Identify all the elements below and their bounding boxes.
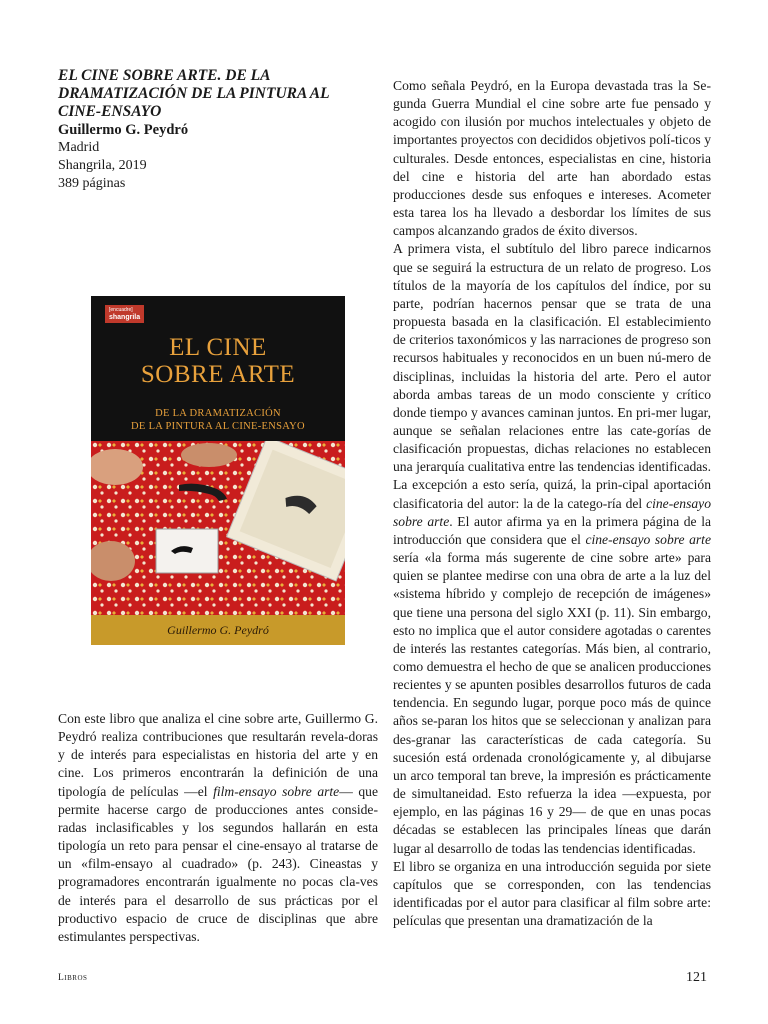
- book-publisher-year: Shangrila, 2019: [58, 158, 147, 173]
- text-run: Con este libro que analiza el cine sobre arte, Guillermo G. Peydró realiza contribuciones que resultarán revela-doras y de interés para especialistas en historia del arte y en cine. Los primeros encontrarán la definición de una tipología de películas —el: [58, 711, 378, 799]
- review-header: [58, 67, 358, 193]
- cover-photo: [91, 441, 345, 617]
- cover-subtitle: [91, 407, 345, 433]
- cover-imprint-series: [encuadre]: [109, 307, 133, 313]
- cover-imprint-name: shangrila: [109, 314, 141, 321]
- book-pages: 389 páginas: [58, 176, 126, 191]
- emphasis-text: cine-ensayo sobre arte: [585, 531, 711, 547]
- cover-imprint-logo: [105, 305, 144, 323]
- cover-author: Guillermo G. Peydró: [91, 615, 345, 645]
- book-city: Madrid: [58, 140, 100, 155]
- text-run: — que permite hacerse cargo de producciones antes conside-radas inclasificables y los segundos hallarán en esta tipología un reto para pensar el cine-ensayo al tratarse de un «film-ensayo al cuadrado» (p. 243). Cineastas y programadores encontrarán igualmente no pocas cla-ves de interés para el desarrollo de sus prácticas por el productivo espacio de cruce de disciplinas que abre estimulantes perspectivas.: [58, 783, 378, 944]
- paragraph-2: [393, 240, 711, 857]
- intro-paragraph: [58, 710, 378, 946]
- cover-title: [91, 334, 345, 388]
- text-run: A primera vista, el subtítulo del libro parece indicarnos que se seguirá la estructura de un relato de progreso. Los títulos de la mayoría de los capítulos del índice, por su parte, podrían hacernos pensar que se trata de una propuesta basada en la clasificación. El establecimiento de criterios taxonómicos y las narraciones de progreso son recursos habituales y reconocidos en un buen nú-mero de disciplinas, incluidas la historia del arte. Pero el autor aborda ambas tareas de un modo consciente y crítico donde tiempo y avances caminan juntos. En pri-mer lugar, aunque se señalan relaciones entre las cate-gorías de clasificación propuestas, dichas relaciones no establecen una jerarquía cualitativa entre las tendencias identificadas. La excepción a esto sería, quizá, la prin-cipal aportación clasificatoria del autor: la de la catego-ría del: [393, 241, 711, 511]
- right-column-text: [393, 77, 711, 930]
- book-cover: [91, 296, 345, 645]
- left-column-text: [58, 710, 378, 946]
- book-title: EL CINE SOBRE ARTE. DE LA DRAMATIZACIÓN DE LA PINTURA AL CINE-ENSAYO: [58, 67, 330, 120]
- cover-subtitle-line1: DE LA DRAMATIZACIÓN: [155, 408, 281, 419]
- cover-subtitle-line2: DE LA PINTURA AL CINE-ENSAYO: [131, 421, 305, 432]
- text-run: . El autor afirma ya en la primera página de la introducción que considera que el: [393, 513, 712, 547]
- section-label: Libros: [58, 973, 88, 983]
- paragraph-3: El libro se organiza en una introducción seguida por siete capítulos que se corresponden, con las tendencias identificadas por el autor para clasificar al film sobre arte: películas que presentan una dramatización de la: [393, 858, 711, 929]
- paragraph-1: Como señala Peydró, en la Europa devastada tras la Se-gunda Guerra Mundial el cine sobre arte fue pensado y acogido con ilusión por muchos intelectuales y objeto de importantes proyectos con decididos objetivos polí-ticos y culturales. Desde entonces, especialistas en cine, historia del cine e historia del arte han abordado estas producciones desde sus enfoques e intereses. Acometer esta tarea los ha llevado a desbordar los límites de sus campos alcanzando grados de éxito diversos.: [393, 78, 711, 239]
- cover-title-line2: SOBRE ARTE: [140, 361, 296, 388]
- text-run: sería «la forma más sugerente de cine sobre arte» para quien se plantee medirse con una obra de arte a la luz del «sistema híbrido y complejo de recepción de imágenes» que tiene una persona del siglo XXI (p. 11). Sin embargo, esto no implica que el autor considere agotadas o carentes de interés las restantes categorías. Más bien, al contrario, como demuestra el hecho de que se analicen producciones recientes y se apunten posibles desarrollos futuros de cada tendencia. En segundo lugar, porque poco más de quince años se-paran los hitos que se seleccionan y analizan para des-granar las características de cada categoría. Su sucesión está ordenada cronológicamente y, al dibujarse un arco temporal tan breve, la impresión es prácticamente de simultaneidad. Esto refuerza la idea —expuesta, por ejemplo, en las páginas 16 y 29— de que en unas pocas décadas se establecen las principales líneas que darán lugar al desarrollo de todas las tendencias identificadas.: [393, 550, 711, 856]
- emphasis-text: cine-ensayo sobre arte: [393, 495, 711, 529]
- page-number: 121: [686, 970, 707, 985]
- emphasis-text: film-ensayo sobre arte: [213, 783, 340, 799]
- book-author: Guillermo G. Peydró: [58, 122, 189, 138]
- cover-title-line1: EL CINE: [169, 334, 267, 361]
